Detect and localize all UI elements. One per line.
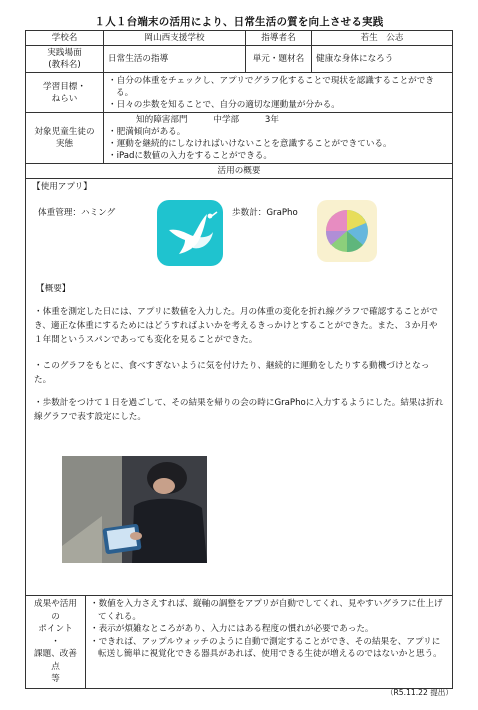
scene-value: 日常生活の指導 bbox=[104, 46, 246, 73]
app1-label: 体重管理：ハミング bbox=[38, 208, 116, 218]
results-label-line: ・ bbox=[51, 636, 60, 647]
unit-label: 単元・題材名 bbox=[246, 46, 312, 73]
student-item: ・iPadに数値の入力をすることができる。 bbox=[108, 151, 272, 161]
apps-heading: 【使用アプリ】 bbox=[32, 182, 92, 192]
student-profile bbox=[104, 113, 453, 164]
school-value: 岡山西支援学校 bbox=[104, 31, 246, 46]
header-table bbox=[25, 30, 453, 179]
student-label-line: 実態 bbox=[55, 139, 74, 149]
student-using-ipad-photo bbox=[62, 456, 207, 563]
document-title: １人１台端末の活用により、日常生活の質を向上させる実践 bbox=[94, 16, 384, 28]
results-label-line: 成果や活用の bbox=[34, 599, 77, 622]
results-item: ・できれば、アップルウォッチのように自動で測定することができ、その結果を、アプリに転送し簡単に視覚化できる器具があれば、使用できる生徒が増えるのではないかと思う。 bbox=[90, 636, 442, 659]
app2-label: 歩数計：GraPho bbox=[232, 208, 298, 218]
pie-chart-app-icon bbox=[317, 200, 377, 262]
scene-label-line: 実践場面 bbox=[47, 48, 82, 58]
overview-label: 活用の概要 bbox=[26, 164, 453, 179]
goal-label-line: 学習目標・ bbox=[43, 81, 86, 92]
results-item: ・数値を入力さえすれば、縦軸の調整をアプリが自動でしてくれ、見やすいグラフに仕上げてくれる。 bbox=[90, 599, 443, 622]
goal-label-line: ねらい bbox=[51, 93, 78, 104]
submission-note: （R5.11.22 提出） bbox=[385, 688, 453, 697]
results-item: ・表示が煩雑なところがあり、入力にはある程度の慣れが必要であった。 bbox=[90, 624, 374, 634]
results-table bbox=[25, 595, 453, 689]
summary-paragraph: ・歩数計をつけて１日を過ごして、その結果を帰りの会の時にGraPhoに入力するようにした。結果は折れ線グラフで表す設定にした。 bbox=[34, 398, 444, 422]
unit-value: 健康な身体になろう bbox=[312, 46, 453, 73]
teacher-label: 指導者名 bbox=[246, 31, 312, 46]
student-label bbox=[26, 113, 104, 164]
scene-label-line: (教科名) bbox=[48, 60, 81, 70]
results-label-line: ポイント bbox=[38, 624, 73, 634]
student-label-line: 対象児童生徒の bbox=[34, 127, 95, 137]
goal-list bbox=[104, 73, 453, 113]
goal-item: ・日々の歩数を知ることで、自分の適切な運動量が分かる。 bbox=[108, 99, 340, 110]
goal-item: ・自分の体重をチェックし、アプリでグラフ化することで現状を認識することができる。 bbox=[108, 75, 434, 98]
results-label-line: 等 bbox=[51, 674, 60, 684]
results-list bbox=[86, 596, 453, 689]
teacher-value: 若生 公志 bbox=[312, 31, 453, 46]
summary-paragraph: ・このグラフをもとに、食べすぎないように気を付けたり、継続的に運動をしたりする動機づけとなった。 bbox=[34, 361, 430, 385]
results-label-line: 課題、改善点 bbox=[34, 649, 77, 672]
summary-heading: 【概要】 bbox=[36, 284, 71, 294]
student-item: ・肥満傾向がある。 bbox=[108, 127, 186, 137]
student-dept: 知的障害部門 中学部 3年 bbox=[136, 115, 279, 125]
bird-app-icon bbox=[157, 200, 223, 266]
school-label: 学校名 bbox=[26, 31, 104, 46]
goal-label bbox=[26, 73, 104, 113]
summary-paragraph: ・体重を測定した日には、アプリに数値を入力した。月の体重の変化を折れ線グラフで確認することができ、適正な体重にするためにはどうすればよいかを考えるきっかけとすることができた。また、３か月や１年間というスパンであっても変化を見ることができた。 bbox=[34, 307, 438, 345]
scene-label bbox=[26, 46, 104, 73]
student-item: ・運動を継続的にしなければいけないことを意識することができている。 bbox=[108, 139, 392, 149]
results-label bbox=[26, 596, 86, 689]
